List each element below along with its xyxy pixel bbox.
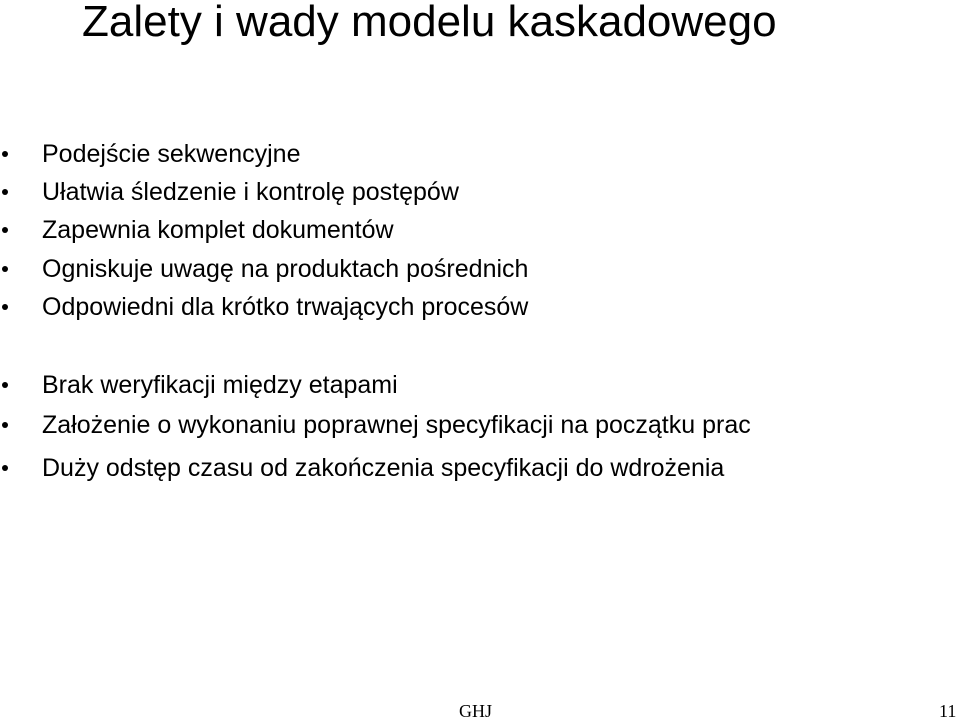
footer-author: GHJ xyxy=(459,701,493,721)
disadvantage-text: Założenie o wykonaniu poprawnej specyfikacji na początku prac xyxy=(42,411,751,439)
bullet-icon xyxy=(2,382,8,388)
bullet-icon xyxy=(2,227,8,233)
advantage-item xyxy=(0,214,960,254)
bullet-icon xyxy=(2,304,8,310)
disadvantage-item xyxy=(0,409,960,449)
disadvantage-item xyxy=(0,369,960,409)
advantage-text: Odpowiedni dla krótko trwających procesów xyxy=(42,293,529,321)
bullet-icon xyxy=(2,465,8,471)
advantage-item xyxy=(0,176,960,216)
advantage-item xyxy=(0,291,960,331)
bullet-icon xyxy=(2,422,8,428)
bullet-icon xyxy=(2,266,8,272)
slide-title: Zalety i wady modelu kaskadowego xyxy=(82,0,777,46)
disadvantage-text: Brak weryfikacji między etapami xyxy=(42,371,398,399)
advantage-text: Ogniskuje uwagę na produktach pośrednich xyxy=(42,255,529,283)
advantage-item xyxy=(0,138,960,178)
bullet-icon xyxy=(2,189,8,195)
bullet-icon xyxy=(2,151,8,157)
disadvantage-item xyxy=(0,452,960,492)
disadvantage-text: Duży odstęp czasu od zakończenia specyfikacji do wdrożenia xyxy=(42,454,725,482)
advantage-text: Podejście sekwencyjne xyxy=(42,140,301,168)
advantage-item xyxy=(0,253,960,293)
advantage-text: Zapewnia komplet dokumentów xyxy=(42,216,394,244)
advantage-text: Ułatwia śledzenie i kontrolę postępów xyxy=(42,178,459,206)
page-number: 11 xyxy=(939,701,957,721)
